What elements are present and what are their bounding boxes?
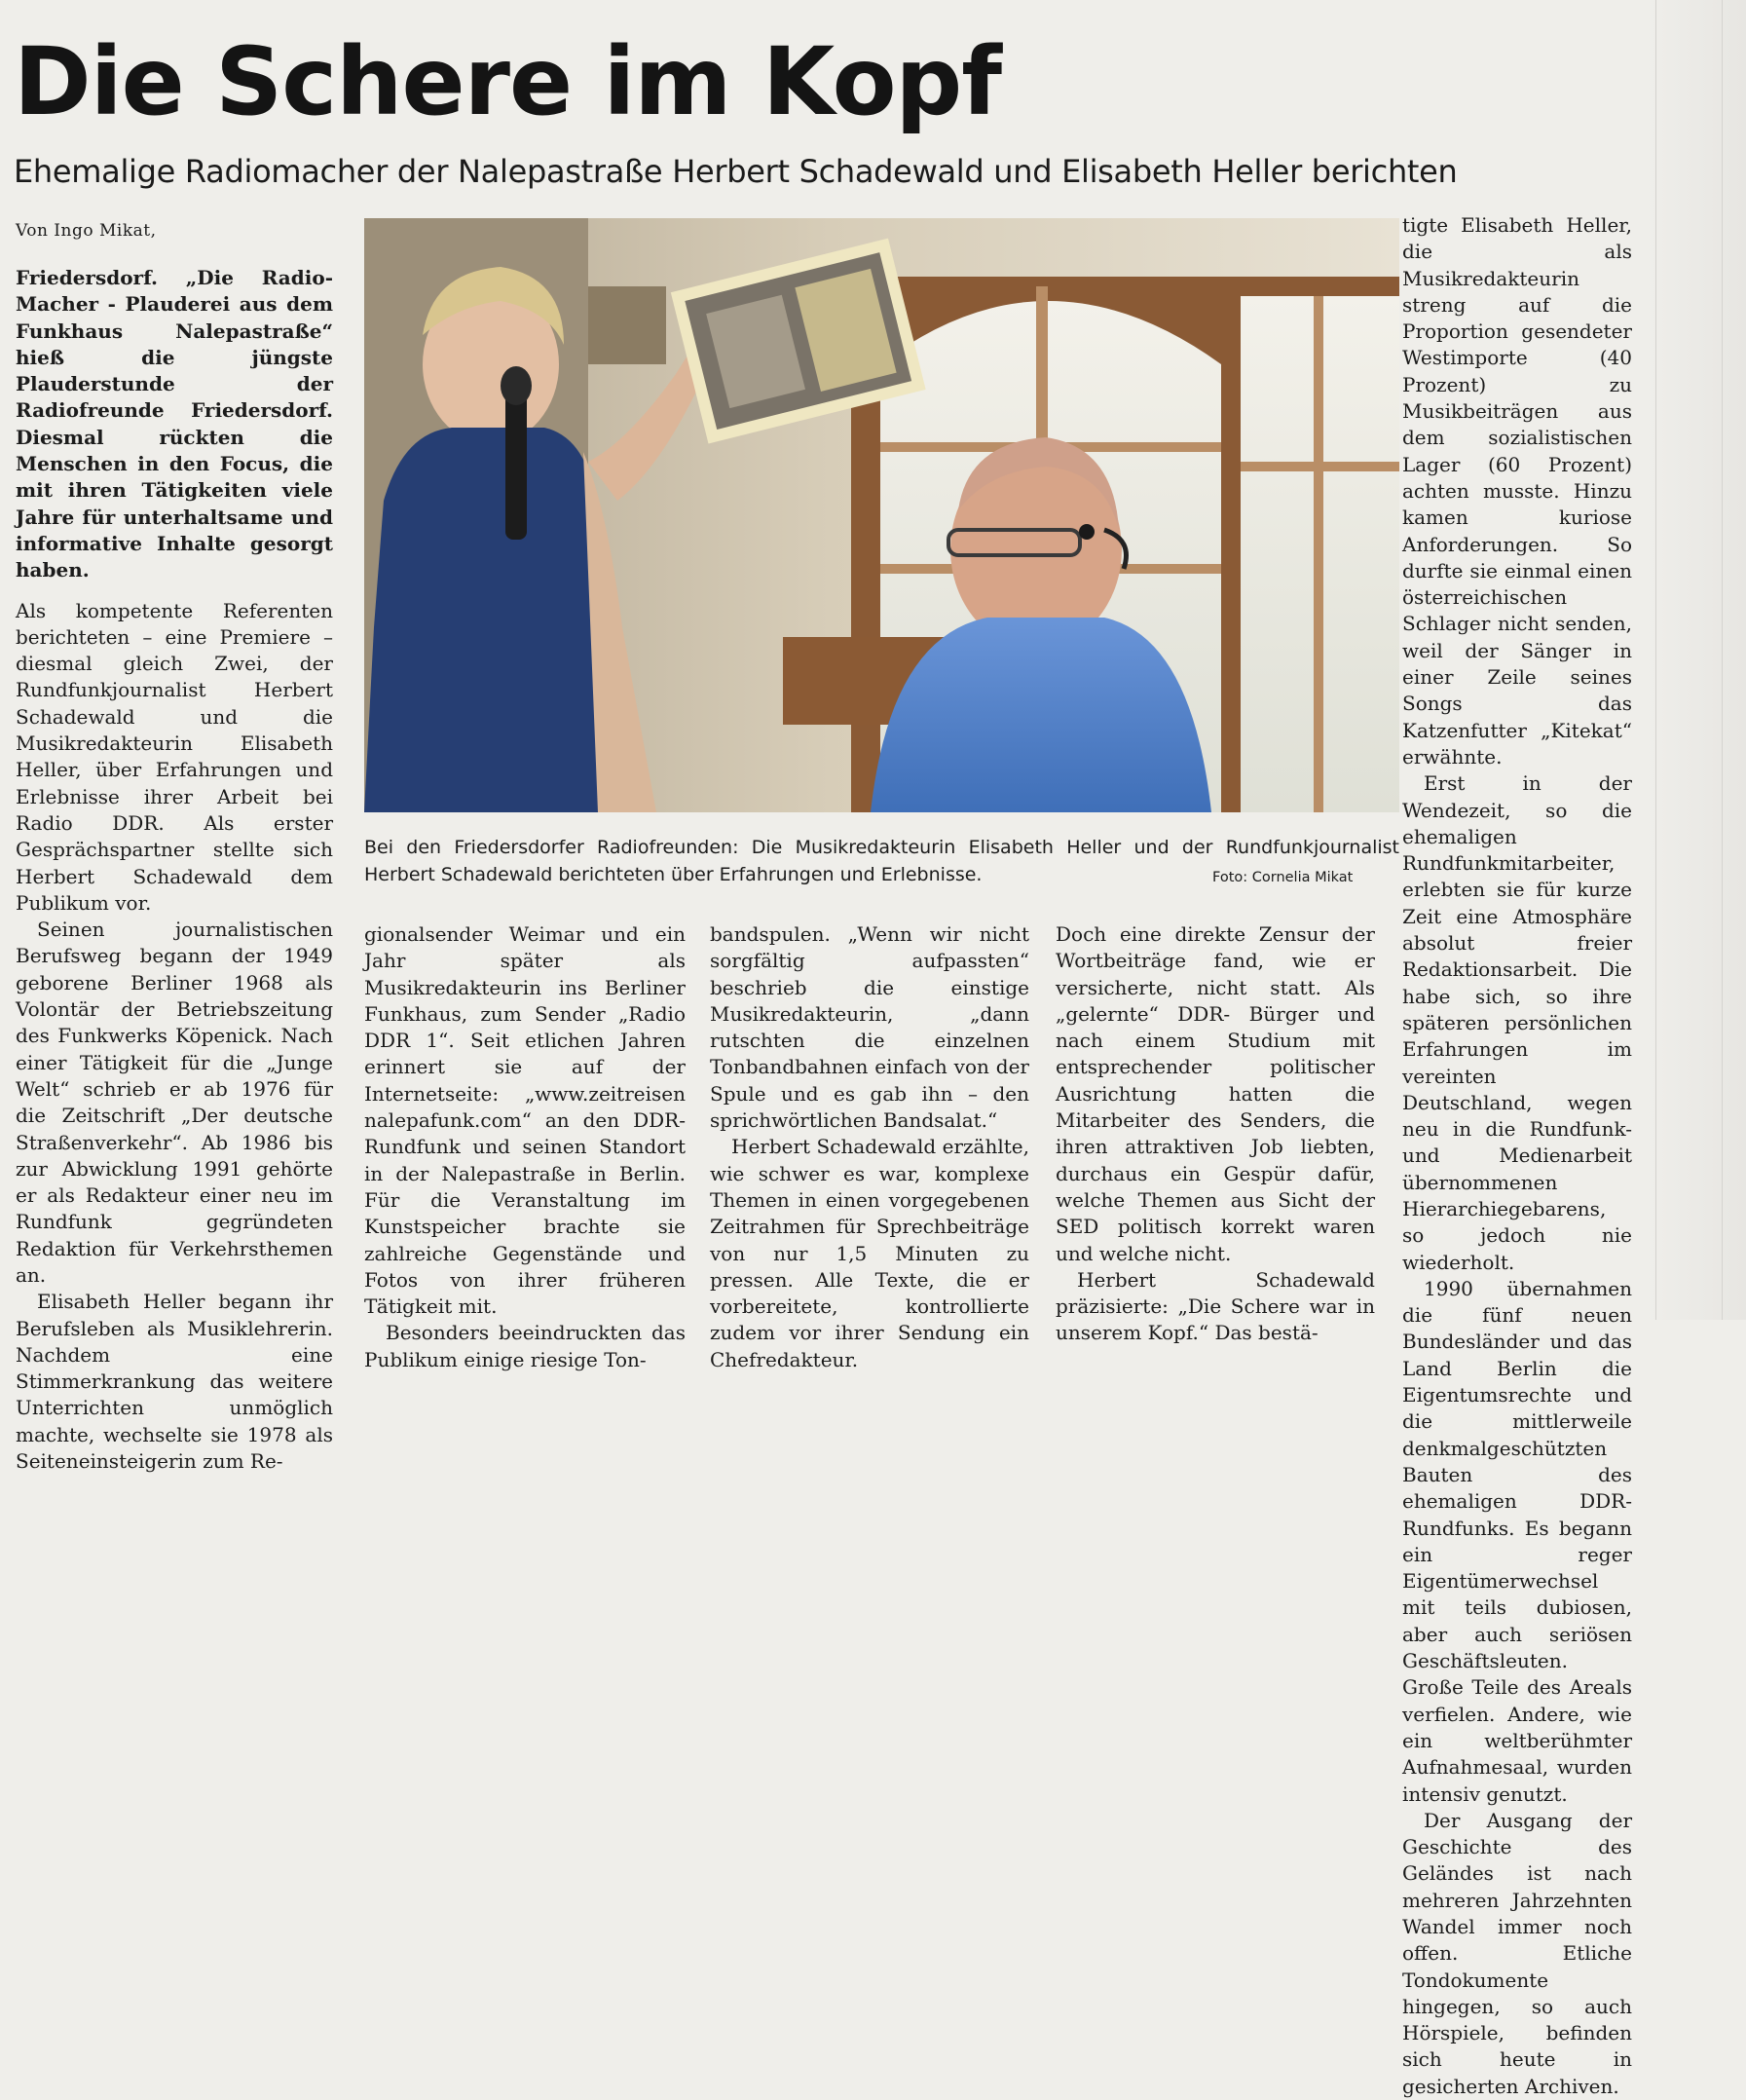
byline: Von Ingo Mikat, xyxy=(16,221,157,241)
column-2 xyxy=(364,921,686,1373)
adjacent-column-rule xyxy=(1722,0,1723,1320)
paragraph: Doch eine direkte Zensur der Wortbeiträge fand, wie er versicherte, nicht statt. Als „gelernte“ DDR- Bürger und nach einem Studium mit entsprechender politischer Ausrichtung hatten die Mitarbeiter des Senders, die ihren attraktiven Job liebten, durchaus ein Gespür dafür, welche Themen aus Sicht der SED politisch korrekt waren und welche nicht. xyxy=(1056,922,1375,1265)
paragraph: Elisabeth Heller begann ihr Berufsleben als Musiklehrerin. Nachdem eine Stimmerkrankung das weitere Unterrichten unmöglich machte, wechselte sie 1978 als Seiteneinsteigerin zum Re- xyxy=(16,1290,333,1474)
photo-credit: Foto: Cornelia Mikat xyxy=(1212,870,1354,885)
article-photo xyxy=(364,218,1399,812)
paragraph: 1990 übernahmen die fünf neuen Bundesländer und das Land Berlin die Eigentumsrechte und die mittlerweile denkmalgeschützten Bauten des ehemaligen DDR-Rundfunks. Es begann ein reger Eigentümerwechsel mit teils dubiosen, aber auch seriösen Geschäftsleuten. Große Teile des Areals verfielen. Andere, wie ein weltberühmter Aufnahmesaal, wurden intensiv genutzt. xyxy=(1402,1276,1632,1806)
column-3 xyxy=(710,921,1029,1373)
column-5 xyxy=(1402,212,1632,2100)
lead-text: . „Die Radio-Macher - Plauderei aus dem Funkhaus Nalepastraße“ hieß die jüngste Plauderstunde der Radiofreunde Friedersdorf. Diesmal rückten die Menschen in den Focus, die mit ihren Tätigkeiten viele Jahre für unterhaltsame und informative Inhalte gesorgt haben. xyxy=(16,266,333,582)
lead-paragraph xyxy=(16,265,333,584)
subheadline: Ehemalige Radiomacher der Nalepastraße Herbert Schadewald und Elisabeth Heller berichten xyxy=(14,153,1458,190)
column-4 xyxy=(1056,921,1375,1347)
paragraph: tigte Elisabeth Heller, die als Musikredakteurin streng auf die Proportion gesendeter Westimporte (40 Prozent) zu Musikbeiträgen aus dem sozialistischen Lager (60 Prozent) achten musste. Hinzu kamen kuriose Anforderungen. So durfte sie einmal einen österreichischen Schlager nicht senden, weil der Sänger in einer Zeile seines Songs das Katzenfutter „Kitekat“ erwähnte. xyxy=(1402,213,1632,769)
dateline: Friedersdorf xyxy=(16,266,151,289)
adjacent-column-rule xyxy=(1655,0,1656,1320)
paragraph: Seinen journalistischen Berufsweg begann der 1949 geborene Berliner 1968 als Volontär der Betriebszeitung des Funkwerks Köpenick. Nach einer Tätigkeit für die „Junge Welt“ schrieb er ab 1976 für die Zeitschrift „Der deutsche Straßenverkehr“. Ab 1986 bis zur Abwicklung 1991 gehörte er als Redakteur einer neu im Rundfunk gegründeten Redaktion für Verkehrsthemen an. xyxy=(16,918,333,1287)
paragraph: Erst in der Wendezeit, so die ehemaligen Rundfunkmitarbeiter, erlebten sie für kurze Zeit eine Atmosphäre absolut freier Redaktionsarbeit. Die habe sich, so ihre späteren persönlichen Erfahrungen im vereinten Deutschland, wegen neu in die Rundfunk- und Medienarbeit übernommenen Hierarchiegebarens, so jedoch nie wiederholt. xyxy=(1402,771,1632,1274)
paragraph: Der Ausgang der Geschichte des Geländes ist nach mehreren Jahrzehnten Wandel immer noch offen. Etliche Tondokumente hingegen, so auch Hörspiele, befinden sich heute in gesicherten Archiven. xyxy=(1402,1808,1632,2098)
paragraph: Als kompetente Referenten berichteten – eine Premiere – diesmal gleich Zwei, der Rundfunkjournalist Herbert Schadewald und die Musikredakteurin Elisabeth Heller, über Erfahrungen und Erlebnisse ihrer Arbeit bei Radio DDR. Als erster Gesprächspartner stellte sich Herbert Schadewald dem Publikum vor. xyxy=(16,598,333,915)
adjacent-page-edge xyxy=(1646,0,1746,1320)
headline: Die Schere im Kopf xyxy=(14,27,1001,136)
paragraph: bandspulen. „Wenn wir nicht sorgfältig aufpassten“ beschrieb die einstige Musikredakteurin, „dann rutschten die einzelnen Tonbandbahnen einfach von der Spule und es gab ihn – den sprichwörtlichen Bandsalat.“ xyxy=(710,922,1029,1133)
photo-caption: Bei den Friedersdorfer Radiofreunden: Die Musikredakteurin Elisabeth Heller und der Rundfunkjournalist Herbert Schadewald berichteten über Erfahrungen und Erlebnisse. xyxy=(364,837,1399,885)
paragraph: Herbert Schadewald präzisierte: „Die Schere war in unserem Kopf.“ Das bestä- xyxy=(1056,1267,1375,1345)
paragraph: Besonders beeindruckten das Publikum einige riesige Ton- xyxy=(364,1321,686,1371)
column-1 xyxy=(16,265,333,1475)
paragraph: Herbert Schadewald erzählte, wie schwer es war, komplexe Themen in einen vorgegebenen Zeitrahmen für Sprechbeiträge von nur 1,5 Minuten zu pressen. Alle Texte, die er vorbereitete, kontrollierte zudem vor ihrer Sendung ein Chefredakteur. xyxy=(710,1135,1029,1371)
paragraph: gionalsender Weimar und ein Jahr später als Musikredakteurin ins Berliner Funkhaus, zum Sender „Radio DDR 1“. Seit etlichen Jahren erinnert sie auf der Internetseite: „www.zeitreisen nalepafunk.com“ an den DDR-Rundfunk und seinen Standort in der Nalepastraße in Berlin. Für die Veranstaltung im Kunstspeicher brachte sie zahlreiche Gegenstände und Fotos von ihrer früheren Tätigkeit mit. xyxy=(364,922,686,1319)
